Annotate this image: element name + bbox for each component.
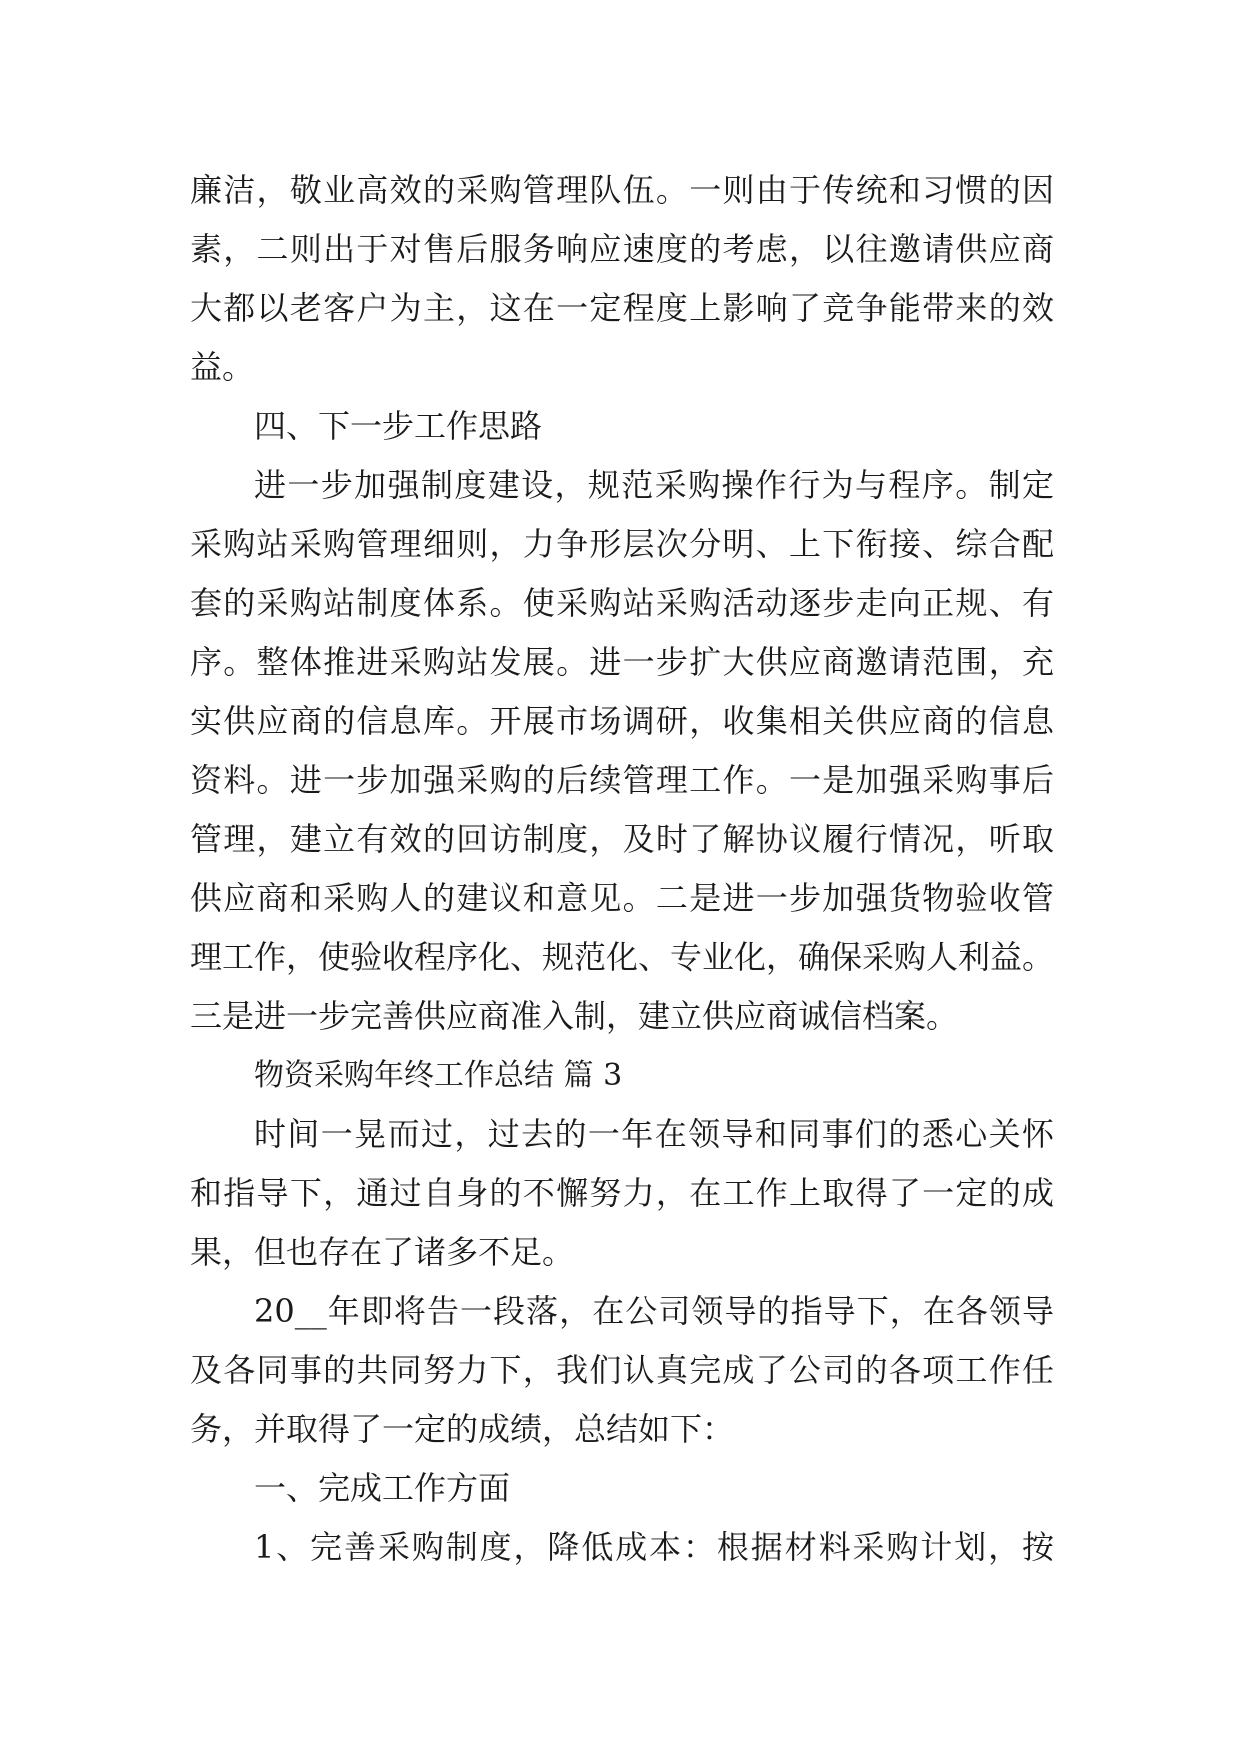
text-line: 和指导下，通过自身的不懈努力，在工作上取得了一定的成 <box>190 1174 1054 1212</box>
text-line: 果，但也存在了诸多不足。 <box>190 1233 575 1271</box>
text-line: 素，二则出于对售后服务响应速度的考虑，以往邀请供应商 <box>190 230 1054 268</box>
text-line: 务，并取得了一定的成绩，总结如下： <box>190 1410 735 1448</box>
section-heading: 一、完成工作方面 <box>254 1469 511 1507</box>
text-line: 理工作，使验收程序化、规范化、专业化，确保采购人利益。 <box>190 938 1054 976</box>
text-line: 大都以老客户为主，这在一定程度上影响了竞争能带来的效 <box>190 289 1054 327</box>
text-line: 廉洁，敬业高效的采购管理队伍。一则由于传统和习惯的因 <box>190 171 1054 209</box>
text-line: 进一步加强制度建设，规范采购操作行为与程序。制定 <box>254 466 1054 504</box>
text-line: 1、完善采购制度，降低成本：根据材料采购计划，按 <box>254 1528 1054 1566</box>
text-line: 套的采购站制度体系。使采购站采购活动逐步走向正规、有 <box>190 584 1054 622</box>
text-line: 益。 <box>190 348 255 386</box>
text-line: 实供应商的信息库。开展市场调研，收集相关供应商的信息 <box>190 702 1054 740</box>
article-title: 物资采购年终工作总结 篇 3 <box>254 1058 623 1093</box>
text-line: 序。整体推进采购站发展。进一步扩大供应商邀请范围，充 <box>190 643 1054 681</box>
text-line: 三是进一步完善供应商准入制，建立供应商诚信档案。 <box>190 997 959 1035</box>
text-line: 20__年即将告一段落，在公司领导的指导下，在各领导 <box>254 1292 1054 1330</box>
text-line: 时间一晃而过，过去的一年在领导和同事们的悉心关怀 <box>254 1115 1054 1153</box>
text-line: 资料。进一步加强采购的后续管理工作。一是加强采购事后 <box>190 761 1054 799</box>
text-line: 采购站采购管理细则，力争形层次分明、上下衔接、综合配 <box>190 525 1054 563</box>
section-heading: 四、下一步工作思路 <box>254 407 543 445</box>
text-line: 供应商和采购人的建议和意见。二是进一步加强货物验收管 <box>190 879 1054 917</box>
text-line: 及各同事的共同努力下，我们认真完成了公司的各项工作任 <box>190 1351 1054 1389</box>
text-line: 管理，建立有效的回访制度，及时了解协议履行情况，听取 <box>190 820 1054 858</box>
document-body <box>190 161 1054 1577</box>
